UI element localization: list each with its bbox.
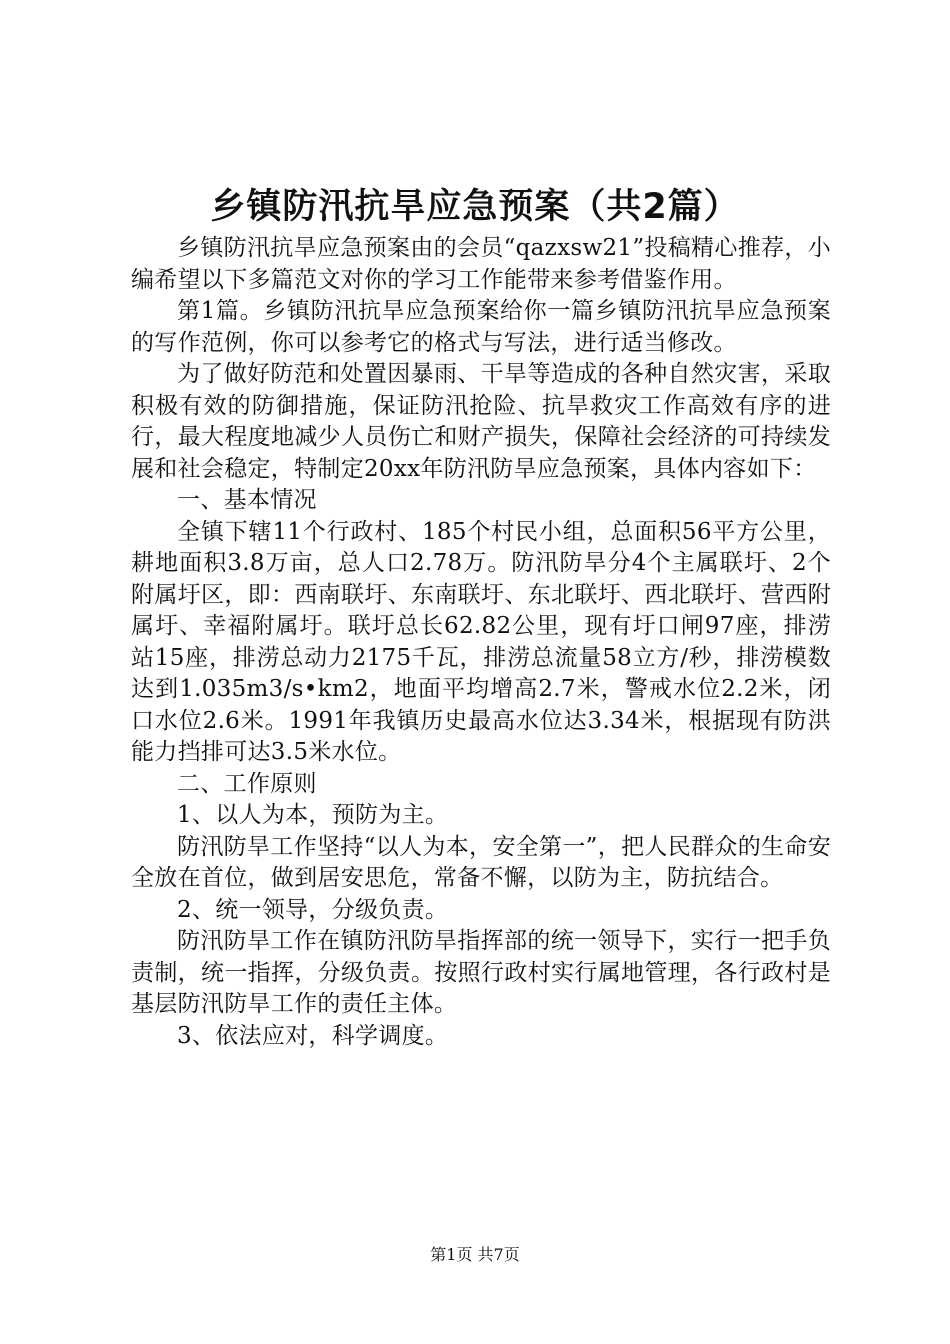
principle-heading-2: 2、统一领导，分级负责。 (177, 896, 449, 923)
principle-heading-1: 1、以人为本，预防为主。 (177, 802, 449, 828)
paragraph-principle-1: 防汛防旱工作坚持“以人为本，安全第一”，把人民群众的生命安全放在首位，做到居安思危，常备不懈，以防为主，防抗结合。 (131, 833, 831, 891)
paragraph-basic-situation: 全镇下辖11个行政村、185个村民小组，总面积56平方公里，耕地面积3.8万亩，总人口2.78万。防汛防旱分4个主属联圩、2个附属圩区，即：西南联圩、东南联圩、东北联圩、西北联圩、营西附属圩、幸福附属圩。联圩总长62.82公里，现有圩口闸97座，排涝站15座，排涝总动力2175千瓦，排涝总流量58立方/秒，排涝模数达到1.035m3/s•km2，地面平均增高2.7米，警戒水位2.2米，闭口水位2.6米。1991年我镇历史最高水位达3.34米，根据现有防洪能力挡排可达3.5米水位。 (131, 518, 831, 765)
paragraph-principle-2: 防汛防旱工作在镇防汛防旱指挥部的统一领导下，实行一把手负责制，统一指挥，分级负责。按照行政村实行属地管理，各行政村是基层防汛防旱工作的责任主体。 (131, 928, 831, 1017)
paragraph-purpose: 为了做好防范和处置因暴雨、干旱等造成的各种自然灾害，采取积极有效的防御措施，保证防汛抢险、抗旱救灾工作高效有序的进行，最大程度地减少人员伤亡和财产损失，保障社会经济的可持续发展和社会稳定，特制定20xx年防汛防旱应急预案，具体内容如下： (131, 361, 831, 482)
page-title: 乡镇防汛抗旱应急预案（共2篇） (210, 187, 740, 227)
document-body (131, 233, 831, 1052)
section-heading-work-principles: 二、工作原则 (177, 770, 317, 797)
page-footer: 第1页 共7页 (430, 1245, 520, 1264)
paragraph-part-one: 第1篇。乡镇防汛抗旱应急预案给你一篇乡镇防汛抗旱应急预案的写作范例，你可以参考它的格式与写法，进行适当修改。 (131, 298, 831, 356)
section-heading-basic-situation: 一、基本情况 (177, 487, 317, 513)
paragraph-intro: 乡镇防汛抗旱应急预案由的会员“qazxsw21”投稿精心推荐，小编希望以下多篇范文对你的学习工作能带来参考借鉴作用。 (131, 235, 831, 293)
principle-heading-3: 3、依法应对，科学调度。 (177, 1022, 449, 1049)
